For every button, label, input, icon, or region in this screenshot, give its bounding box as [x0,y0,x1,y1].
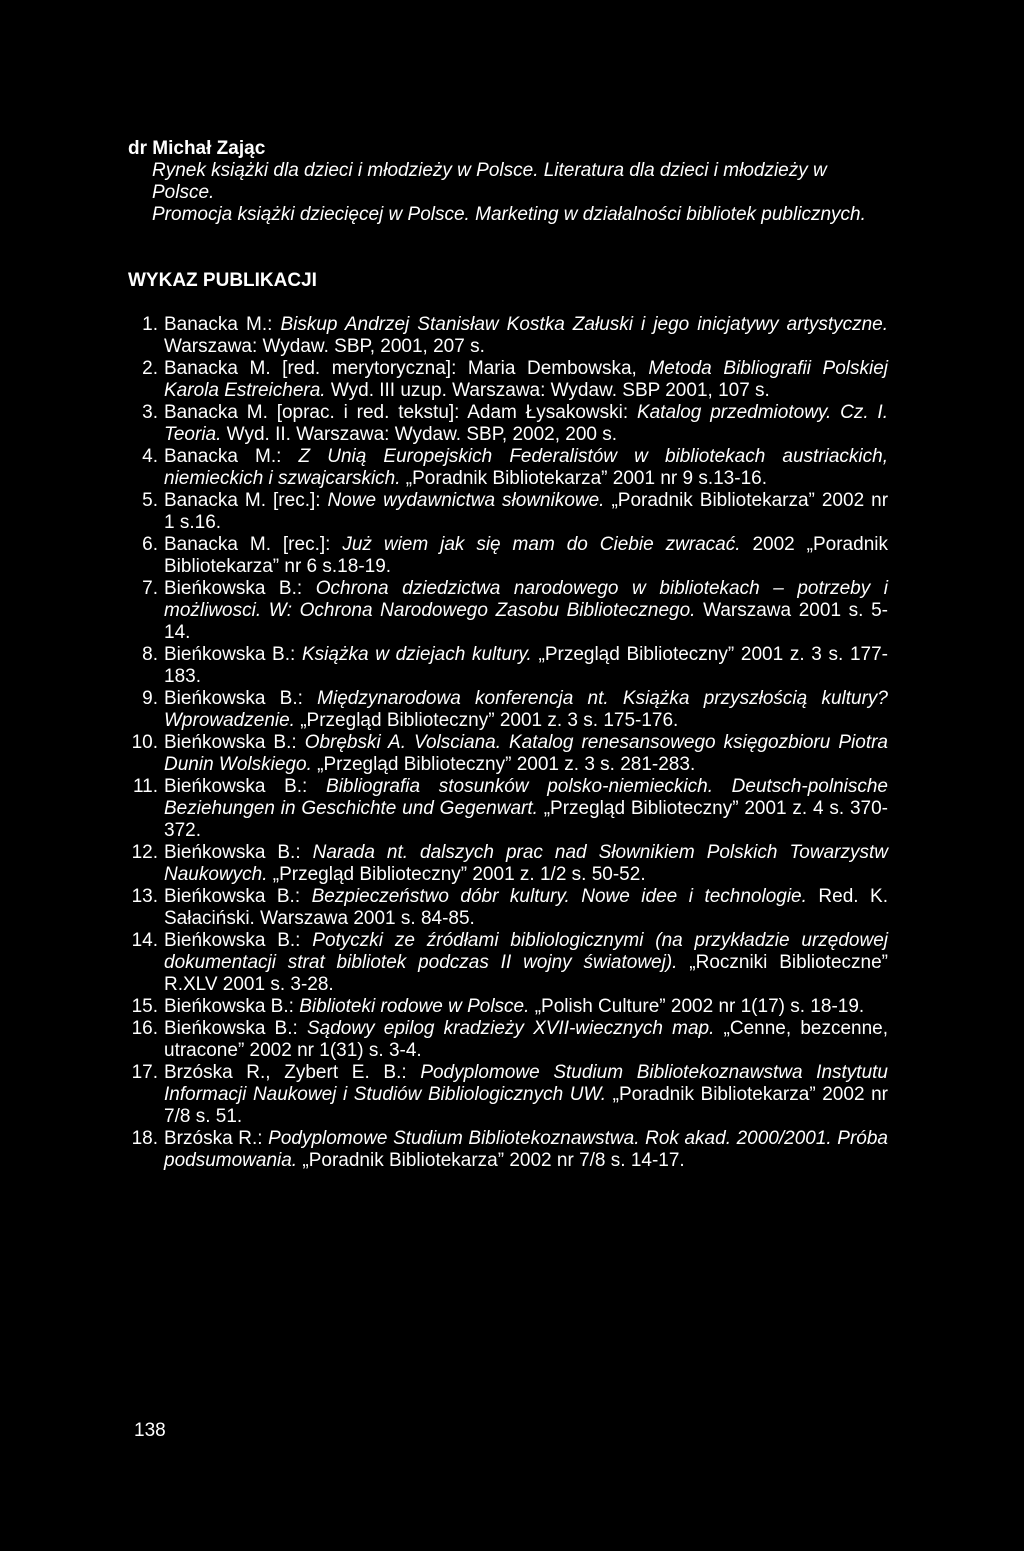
publication-item [128,842,888,886]
publication-item [128,446,888,490]
publication-item [128,534,888,578]
publication-details: „Przegląd Biblioteczny” 2001 z. 3 s. 281-283. [317,754,696,775]
publication-details: Wyd. II. Warszawa: Wydaw. SBP, 2002, 200 s. [226,424,618,445]
publication-details: „Przegląd Biblioteczny” 2001 z. 1/2 s. 50-52. [272,864,646,885]
publication-title: Ochrona dziedzictwa narodowego w bibliotekach – potrzeby i możliwosci. W: Ochrona Narodowego Zasobu Bibliotecznego. [164,578,888,621]
publication-author: Banacka M. [red. merytoryczna]: Maria Dembowska, [164,358,637,379]
publication-number: 15. [131,996,158,1017]
publication-author: Bieńkowska B.: [164,776,308,797]
section-title: WYKAZ PUBLIKACJI [128,270,317,291]
publication-title: Książka w dziejach kultury. [301,644,532,665]
publication-number: 16. [131,1018,158,1039]
publication-item [128,996,888,1018]
publication-author: Banacka M.: [164,446,282,467]
publication-title: Już wiem jak się mam do Ciebie zwracać. [342,534,741,555]
publication-item [128,358,888,402]
publication-number: 13. [131,886,158,907]
publication-item [128,688,888,732]
publication-item [128,930,888,996]
publication-details: Wyd. III uzup. Warszawa: Wydaw. SBP 2001, 107 s. [330,380,770,401]
document-page [128,138,888,1172]
publication-number: 7. [142,578,158,599]
publication-number: 6. [142,534,158,555]
publication-title: Obrębski A. Volsciana. Katalog renesansowego księgozbioru Piotra Dunin Wolskiego. [164,732,888,775]
publication-author: Bieńkowska B.: [164,644,296,665]
publication-number: 14. [131,930,158,951]
publication-details: „Przegląd Biblioteczny” 2001 z. 3 s. 177-183. [164,644,889,687]
publication-details: Warszawa 2001 s. 5-14. [164,600,888,643]
publication-number: 1. [142,314,158,335]
publication-number: 9. [142,688,158,709]
publication-title: Katalog przedmiotowy. Cz. I. Teoria. [164,402,888,445]
publication-author: Banacka M. [rec.]: [164,534,331,555]
publication-item [128,776,888,842]
publication-item [128,578,888,644]
publication-details: „Polish Culture” 2002 nr 1(17) s. 18-19. [534,996,865,1017]
publication-author: Bieńkowska B.: [164,886,301,907]
publication-item [128,732,888,776]
publication-details: „Przegląd Biblioteczny” 2001 z. 4 s. 370-372. [164,798,888,841]
publication-title: Bibliografia stosunków polsko-niemieckich. Deutsch-polnische Beziehungen in Geschichte und Gegenwart. [164,776,888,819]
publication-author: Banacka M. [rec.]: [164,490,321,511]
publication-title: Podyplomowe Studium Bibliotekoznawstwa. Rok akad. 2000/2001. Próba podsumowania. [164,1128,888,1171]
publication-number: 2. [142,358,158,379]
publication-details: „Poradnik Bibliotekarza” 2002 nr 7/8 s. 51. [164,1084,889,1127]
publication-number: 8. [142,644,158,665]
publication-author: Bieńkowska B.: [164,578,303,599]
publication-details: „Poradnik Bibliotekarza” 2001 nr 9 s.13-16. [405,468,767,489]
publication-details: „Poradnik Bibliotekarza” 2002 nr 7/8 s. 14-17. [302,1150,685,1171]
publication-title: Biskup Andrzej Stanisław Kostka Załuski i jego inicjatywy artystyczne. [280,314,889,335]
publication-details: „Cenne, bezcenne, utracone” 2002 nr 1(31) s. 3-4. [164,1018,888,1061]
publication-title: Potyczki ze źródłami bibliologicznymi (na przykładzie urzędowej dokumentacji strat bibliotek podczas II wojny światowej). [164,930,888,973]
publication-item [128,402,888,446]
publication-item [128,314,888,358]
publication-author: Banacka M.: [164,314,273,335]
publication-details: „Poradnik Bibliotekarza” 2002 nr 1 s.16. [164,490,889,533]
publication-title: Bezpieczeństwo dóbr kultury. Nowe idee i technologie. [311,886,807,907]
page-number: 138 [134,1420,166,1441]
publication-item [128,1018,888,1062]
publication-details: Red. K. Sałaciński. Warszawa 2001 s. 84-85. [164,886,889,929]
publication-item [128,1062,888,1128]
interest-line-1: Rynek książki dla dzieci i młodzieży w Polsce. Literatura dla dzieci i młodzieży w Polsce. [152,160,827,203]
publication-title: Biblioteki rodowe w Polsce. [299,996,530,1017]
publication-author: Bieńkowska B.: [164,996,294,1017]
publication-number: 10. [131,732,158,753]
publication-author: Bieńkowska B.: [164,688,303,709]
publication-number: 11. [132,776,158,797]
research-interests [128,160,888,226]
publication-author: Bieńkowska B.: [164,732,297,753]
publication-title: Podyplomowe Studium Bibliotekoznawstwa Instytutu Informacji Naukowej i Studiów Bibliologicznych UW. [164,1062,888,1105]
publication-title: Międzynarodowa konferencja nt. Książka przyszłością kultury? Wprowadzenie. [164,688,888,731]
publication-number: 3. [142,402,158,423]
publication-author: Brzóska R., Zybert E. B.: [164,1062,407,1083]
publication-list [128,314,888,1172]
publication-title: Sądowy epilog kradzieży XVII-wiecznych map. [306,1018,715,1039]
publication-title: Narada nt. dalszych prac nad Słownikiem Polskich Towarzystw Naukowych. [164,842,888,885]
publication-author: Banacka M. [oprac. i red. tekstu]: Adam Łysakowski: [164,402,629,423]
publication-number: 12. [131,842,158,863]
publication-title: Nowe wydawnictwa słownikowe. [327,490,605,511]
author-name: dr Michał Zając [128,138,266,159]
publication-item [128,1128,888,1172]
publication-number: 18. [131,1128,158,1149]
publication-number: 5. [142,490,158,511]
publication-author: Bieńkowska B.: [164,930,301,951]
publication-author: Bieńkowska B.: [164,1018,298,1039]
publication-details: Warszawa: Wydaw. SBP, 2001, 207 s. [164,336,485,357]
publication-details: „Przegląd Biblioteczny” 2001 z. 3 s. 175-176. [300,710,679,731]
publication-number: 4. [142,446,158,467]
publication-details: 2002 „Poradnik Bibliotekarza” nr 6 s.18-19. [164,534,888,577]
publication-details: „Roczniki Biblioteczne” R.XLV 2001 s. 3-28. [164,952,888,995]
publication-item [128,490,888,534]
publication-title: Metoda Bibliografii Polskiej Karola Estreichera. [164,358,888,401]
publication-item [128,644,888,688]
publication-author: Brzóska R.: [164,1128,263,1149]
publication-author: Bieńkowska B.: [164,842,301,863]
interest-line-2: Promocja książki dziecięcej w Polsce. Marketing w działalności bibliotek publicznych. [152,204,866,225]
publication-number: 17. [131,1062,158,1083]
publication-item [128,886,888,930]
publication-title: Z Unią Europejskich Federalistów w bibliotekach austriackich, niemieckich i szwajcarskich. [164,446,888,489]
